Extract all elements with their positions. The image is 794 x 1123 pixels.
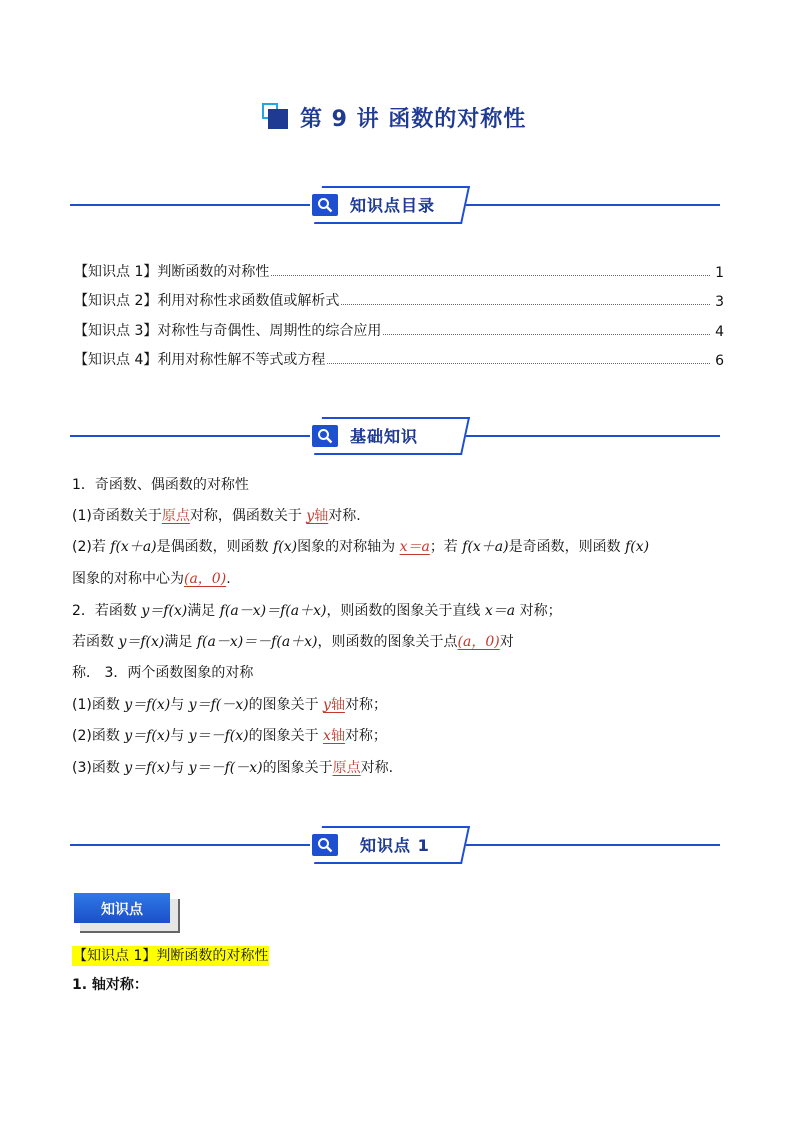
toc-entry[interactable] [74,288,724,310]
toc-entry-label: 【知识点 1】判断函数的对称性 [74,264,270,280]
toc-entry-page: 4 [715,324,724,340]
answer-blank: x [323,728,331,744]
toc-entry-page: 6 [715,353,724,369]
answer-blank: 原点 [332,760,361,776]
toc-entry-label: 【知识点 4】利用对称性解不等式或方程 [74,352,326,368]
toc-entry-page: 3 [715,294,724,310]
search-icon [312,834,338,856]
subheading-axis-symmetry: 1. 轴对称： [72,977,148,993]
basics-line-9: (3)函数 y＝f(x)与 y＝－f(－x)的图象关于原点对称. [72,760,394,776]
answer-blank: x＝a [399,539,430,555]
section-banner-kp1 [70,826,720,866]
basics-line-7: (1)函数 y＝f(x)与 y＝f(－x)的图象关于 y轴对称； [72,697,387,713]
title-square-icon [262,103,290,131]
toc-entry-page: 1 [715,265,724,281]
page-title-block [262,100,526,134]
basics-heading-1: 1．奇函数、偶函数的对称性 [72,477,249,493]
basics-line-5: 若函数 y＝f(x)满足 f(a－x)＝－f(a＋x)，则函数的图象关于点(a，0)对 [72,634,514,650]
highlighted-heading: 【知识点 1】判断函数的对称性 [73,948,269,964]
answer-blank: 原点 [161,508,190,524]
search-icon [312,194,338,216]
section-title-toc: 知识点目录 [350,196,436,215]
toc-entry[interactable] [74,347,724,369]
basics-line-6: 称． 3．两个函数图象的对称 [72,665,254,681]
section-banner-basics [70,417,720,457]
basics-line-8: (2)函数 y＝f(x)与 y＝－f(x)的图象关于 x轴对称； [72,728,387,744]
toc-entry-label: 【知识点 2】利用对称性求函数值或解析式 [74,293,340,309]
basics-line-2: (2)若 f(x＋a)是偶函数，则函数 f(x)图象的对称轴为 x＝a；若 f(x＋a)是奇函数，则函数 f(x) [72,539,650,555]
toc-entry-label: 【知识点 3】对称性与奇偶性、周期性的综合应用 [74,323,382,339]
knowledge-point-tag-label: 知识点 [101,902,143,918]
basics-line-1: (1)奇函数关于原点对称，偶函数关于 y轴对称. [72,508,361,524]
section-title-kp1: 知识点 1 [360,836,430,855]
answer-blank: y [323,697,331,713]
toc-entry[interactable] [74,318,724,340]
search-icon [312,425,338,447]
section-title-basics: 基础知识 [350,427,419,446]
basics-line-3: 图象的对称中心为(a，0). [72,571,231,587]
knowledge-point-tag [74,893,172,927]
section-banner-toc [70,186,720,226]
basics-line-4: 2．若函数 y＝f(x)满足 f(a－x)＝f(a＋x)，则函数的图象关于直线 x＝a 对称； [72,603,562,619]
answer-blank: (a，0) [457,634,500,650]
answer-blank: y [306,508,315,524]
page-title: 第 9 讲 函数的对称性 [300,106,527,132]
answer-blank: (a，0) [184,571,227,587]
toc-entry[interactable] [74,259,724,281]
